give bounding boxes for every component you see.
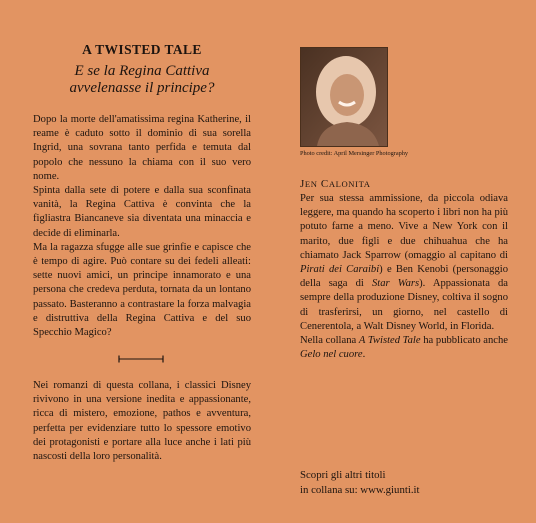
film-title-star-wars: Star Wars [371, 278, 420, 290]
synopsis [33, 113, 251, 340]
more-titles [300, 468, 420, 498]
film-title-pirati: Pirati dei Caraibi [300, 264, 380, 276]
series-name: A Twisted Tale [358, 335, 421, 347]
author-name: JEN CALONITA [300, 178, 371, 190]
tagline [33, 63, 251, 97]
tagline-line-1: E se la Regina Cattiva [74, 63, 210, 79]
more-titles-line-1: Scopri gli altri titoli [300, 469, 386, 481]
synopsis-paragraph-3: Ma la ragazza sfugge alle sue grinfie e capisce che è tempo di agire. Può contare su dei fedeli alleati: sette nuovi amici, un principe innamorato e una persona che credeva perduta, tornata da un lontano passato. Basteranno a contrastare la forza malvagia e distruttiva della Regina Cattiva e del suo Specchio Magico? [33, 241, 251, 339]
author-section [300, 178, 508, 362]
series-blurb: Nei romanzi di questa collana, i classici Disney rivivono in una versione inedita e appassionante, ricca di mistero, emozione, pathos e avventura, perfetta per evidenziare tutto lo spessore emotivo dei protagonisti e portare alla luce anche i lati più nascosti della loro personalità. [33, 380, 251, 463]
author-photo [300, 47, 388, 147]
series-title: A TWISTED TALE [82, 42, 202, 57]
left-column [33, 42, 251, 463]
ornament-divider [117, 354, 165, 364]
more-titles-line-2: in collana su: www.giunti.it [300, 484, 420, 496]
tagline-line-2: avvelenasse il principe? [69, 80, 215, 96]
synopsis-paragraph-2: Spinta dalla sete di potere e dalla sua sconfinata vanità, la Regina Cattiva è convinta che la figliastra Biancaneve sia diventata una minaccia e decide di eliminarla. [33, 185, 251, 239]
other-book-title: Gelo nel cuore [300, 349, 363, 361]
photo-credit: Photo credit: April Mersinger Photography [300, 150, 409, 157]
author-bio: Per sua stessa ammissione, da piccola odiava leggere, ma quando ha scoperto i libri non ha più potuto farne a meno. Vive a New York con il marito, due figli e due chihuahua che ha chiamato Jack Sparrow (omaggio al capitano di Pirati dei Caraibi) e Ben Kenobi (personaggio della saga di Star Wars). Appassionata da sempre della produzione Disney, coltiva il sogno di trasferirsi, un giorno, nel castello di Cenerentola, a Walt Disney World, in Florida. Nella collana A Twisted Tale ha pubblicato anche Gelo nel cuore. [300, 193, 508, 361]
synopsis-paragraph-1: Dopo la morte dell'amatissima regina Katherine, il reame è caduto sotto il dominio di sua sorella Ingrid, una sovrana tanto perfida e temuta dal popolo che nessuno la chiama con il suo vero nome. [33, 114, 251, 182]
